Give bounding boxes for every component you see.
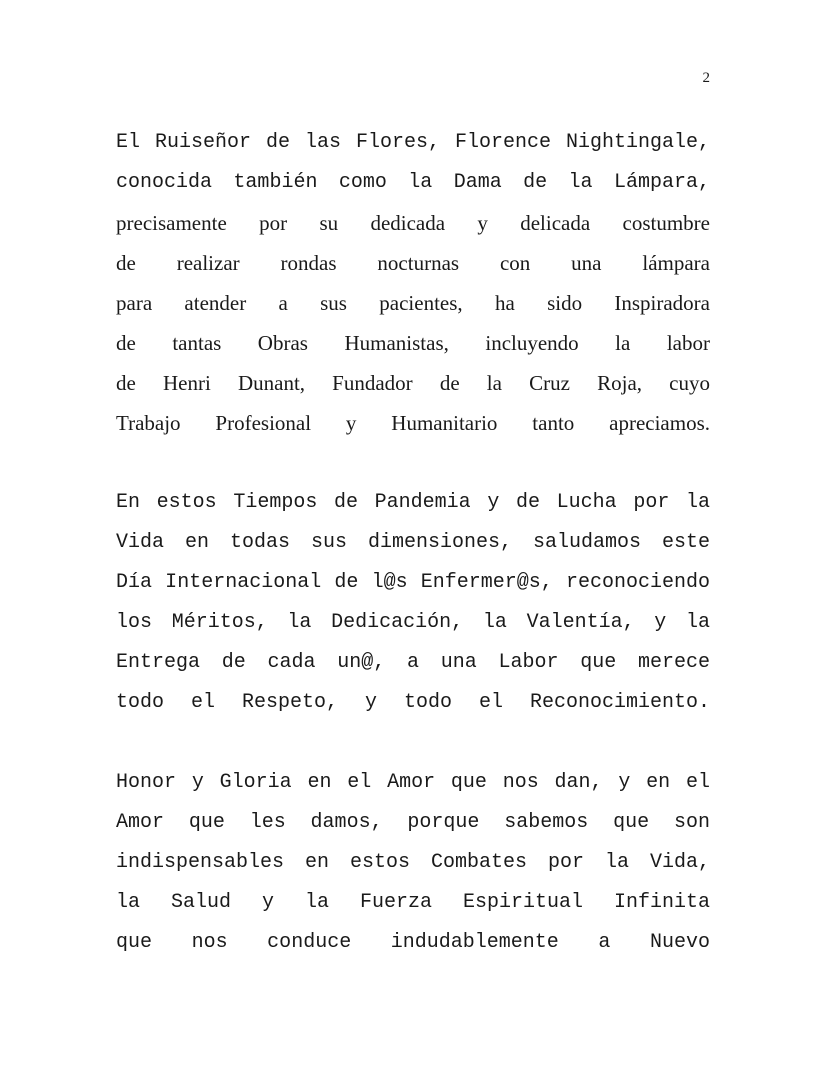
paragraph-2 xyxy=(116,483,710,723)
text-line: todo el Respeto, y todo el Reconocimiento. xyxy=(116,691,710,714)
text-line: Vida en todas sus dimensiones, saludamos este xyxy=(116,531,710,554)
text-line: Día Internacional de l@s Enfermer@s, reconociendo xyxy=(116,571,710,594)
text-line: El Ruiseñor de las Flores, Florence Nightingale, xyxy=(116,131,710,154)
text-line: de Henri Dunant, Fundador de la Cruz Roja, cuyo xyxy=(116,371,710,395)
body-text xyxy=(116,123,710,963)
text-line: conocida también como la Dama de la Lámpara, xyxy=(116,171,710,194)
page-number: 2 xyxy=(702,70,710,86)
text-line: los Méritos, la Dedicación, la Valentía, y la xyxy=(116,611,710,634)
text-line: En estos Tiempos de Pandemia y de Lucha por la xyxy=(116,491,710,514)
text-line: de tantas Obras Humanistas, incluyendo la labor xyxy=(116,331,710,355)
text-line: de realizar rondas nocturnas con una lámpara xyxy=(116,251,710,275)
text-line: indispensables en estos Combates por la Vida, xyxy=(116,851,710,874)
text-line: Amor que les damos, porque sabemos que son xyxy=(116,811,710,834)
text-line: que nos conduce indudablemente a Nuevo xyxy=(116,931,710,954)
paragraph-3 xyxy=(116,763,710,963)
text-line: Trabajo Profesional y Humanitario tanto apreciamos. xyxy=(116,411,710,435)
text-line: Honor y Gloria en el Amor que nos dan, y en el xyxy=(116,771,710,794)
text-line: Entrega de cada un@, a una Labor que merece xyxy=(116,651,710,674)
text-line: para atender a sus pacientes, ha sido Inspiradora xyxy=(116,291,710,315)
text-line: precisamente por su dedicada y delicada costumbre xyxy=(116,211,710,235)
paragraph-1 xyxy=(116,123,710,443)
text-line: la Salud y la Fuerza Espiritual Infinita xyxy=(116,891,710,914)
